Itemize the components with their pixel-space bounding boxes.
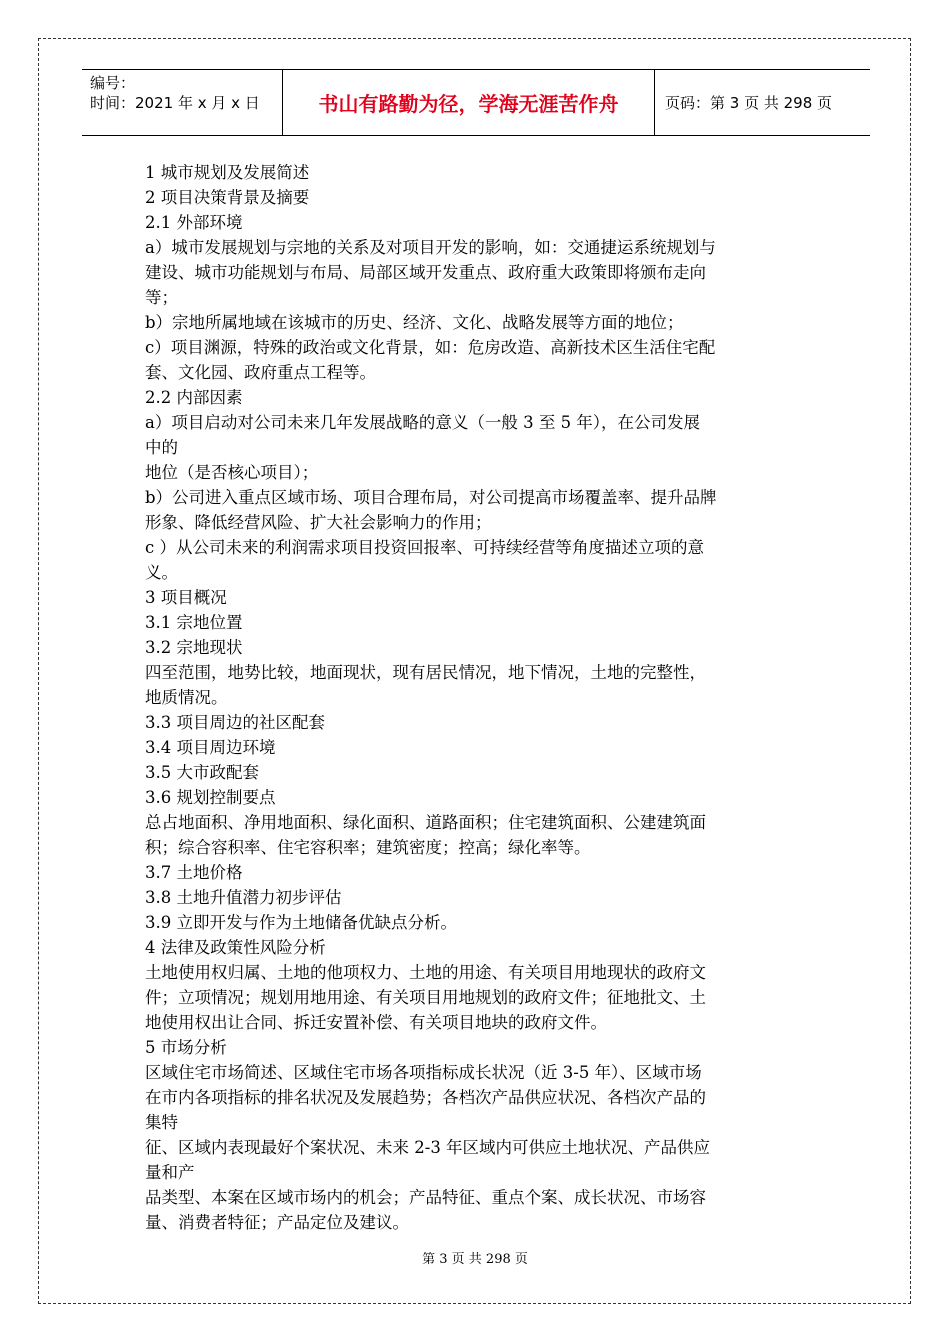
body-line: 3 项目概况 xyxy=(145,588,227,607)
body-line: 1 城市规划及发展简述 xyxy=(145,163,310,182)
page-header xyxy=(82,69,870,136)
body-line: 在市内各项指标的排名状况及发展趋势；各档次产品供应状况、各档次产品的 xyxy=(145,1088,706,1107)
body-line: 集特 xyxy=(145,1113,178,1132)
body-line: 地使用权出让合同、拆迁安置补偿、有关项目地块的政府文件。 xyxy=(145,1013,607,1032)
body-line: 量和产 xyxy=(145,1163,195,1182)
header-meta xyxy=(82,70,283,135)
body-line: 2.2 内部因素 xyxy=(145,388,243,407)
body-line: 件；立项情况；规划用地用途、有关项目用地规划的政府文件；征地批文、土 xyxy=(145,988,706,1007)
body-line: 3.7 土地价格 xyxy=(145,863,243,882)
body-line: 2.1 外部环境 xyxy=(145,213,243,232)
body-line: 3.4 项目周边环境 xyxy=(145,738,276,757)
body-line: 等； xyxy=(145,288,178,307)
document-number-label: 编号： xyxy=(90,74,136,92)
body-line: 3.5 大市政配套 xyxy=(145,763,259,782)
body-line: c ）从公司未来的利润需求项目投资回报率、可持续经营等角度描述立项的意 xyxy=(145,538,704,557)
page-footer: 第 3 页 共 298 页 xyxy=(422,1252,528,1267)
body-line: b）宗地所属地域在该城市的历史、经济、文化、战略发展等方面的地位； xyxy=(145,313,684,332)
body-line: 3.3 项目周边的社区配套 xyxy=(145,713,325,732)
body-line: 积；综合容积率、住宅容积率；建筑密度；控高；绿化率等。 xyxy=(145,838,591,857)
body-line: 品类型、本案在区域市场内的机会；产品特征、重点个案、成长状况、市场容 xyxy=(145,1188,706,1207)
body-line: 3.9 立即开发与作为土地储备优缺点分析。 xyxy=(145,913,457,932)
body-line: c）项目渊源，特殊的政治或文化背景，如：危房改造、高新技术区生活住宅配 xyxy=(145,338,716,357)
body-line: a）城市发展规划与宗地的关系及对项目开发的影响，如：交通捷运系统规划与 xyxy=(145,238,716,257)
body-line: 2 项目决策背景及摘要 xyxy=(145,188,310,207)
body-line: 3.2 宗地现状 xyxy=(145,638,243,657)
body-line: 建设、城市功能规划与布局、局部区域开发重点、政府重大政策即将颁布走向 xyxy=(145,263,706,282)
document-body xyxy=(145,160,815,1235)
body-line: a）项目启动对公司未来几年发展战略的意义（一般 3 至 5 年），在公司发展 xyxy=(145,413,701,432)
body-line: 量、消费者特征；产品定位及建议。 xyxy=(145,1213,409,1232)
body-line: 形象、降低经营风险、扩大社会影响力的作用； xyxy=(145,513,492,532)
header-motto: 书山有路勤为径，学海无涯苦作舟 xyxy=(283,70,655,135)
body-line: 3.1 宗地位置 xyxy=(145,613,243,632)
document-date: 时间：2021 年 x 月 x 日 xyxy=(90,94,260,112)
body-line: 区域住宅市场简述、区域住宅市场各项指标成长状况（近 3-5 年）、区域市场 xyxy=(145,1063,702,1082)
body-line: 4 法律及政策性风险分析 xyxy=(145,938,326,957)
body-line: 中的 xyxy=(145,438,178,457)
body-line: 套、文化园、政府重点工程等。 xyxy=(145,363,376,382)
body-line: 征、区域内表现最好个案状况、未来 2-3 年区域内可供应土地状况、产品供应 xyxy=(145,1138,711,1157)
body-line: 土地使用权归属、土地的他项权力、土地的用途、有关项目用地现状的政府文 xyxy=(145,963,706,982)
body-line: 总占地面积、净用地面积、绿化面积、道路面积；住宅建筑面积、公建建筑面 xyxy=(145,813,706,832)
body-line: 地位（是否核心项目）； xyxy=(145,463,319,482)
body-line: b）公司进入重点区域市场、项目合理布局，对公司提高市场覆盖率、提升品牌 xyxy=(145,488,717,507)
body-line: 5 市场分析 xyxy=(145,1038,227,1057)
body-line: 地质情况。 xyxy=(145,688,228,707)
header-page-info: 页码：第 3 页 共 298 页 xyxy=(665,94,833,112)
body-line: 3.6 规划控制要点 xyxy=(145,788,276,807)
body-line: 四至范围，地势比较，地面现状，现有居民情况，地下情况，土地的完整性， xyxy=(145,663,706,682)
body-line: 义。 xyxy=(145,563,178,582)
body-line: 3.8 土地升值潜力初步评估 xyxy=(145,888,342,907)
